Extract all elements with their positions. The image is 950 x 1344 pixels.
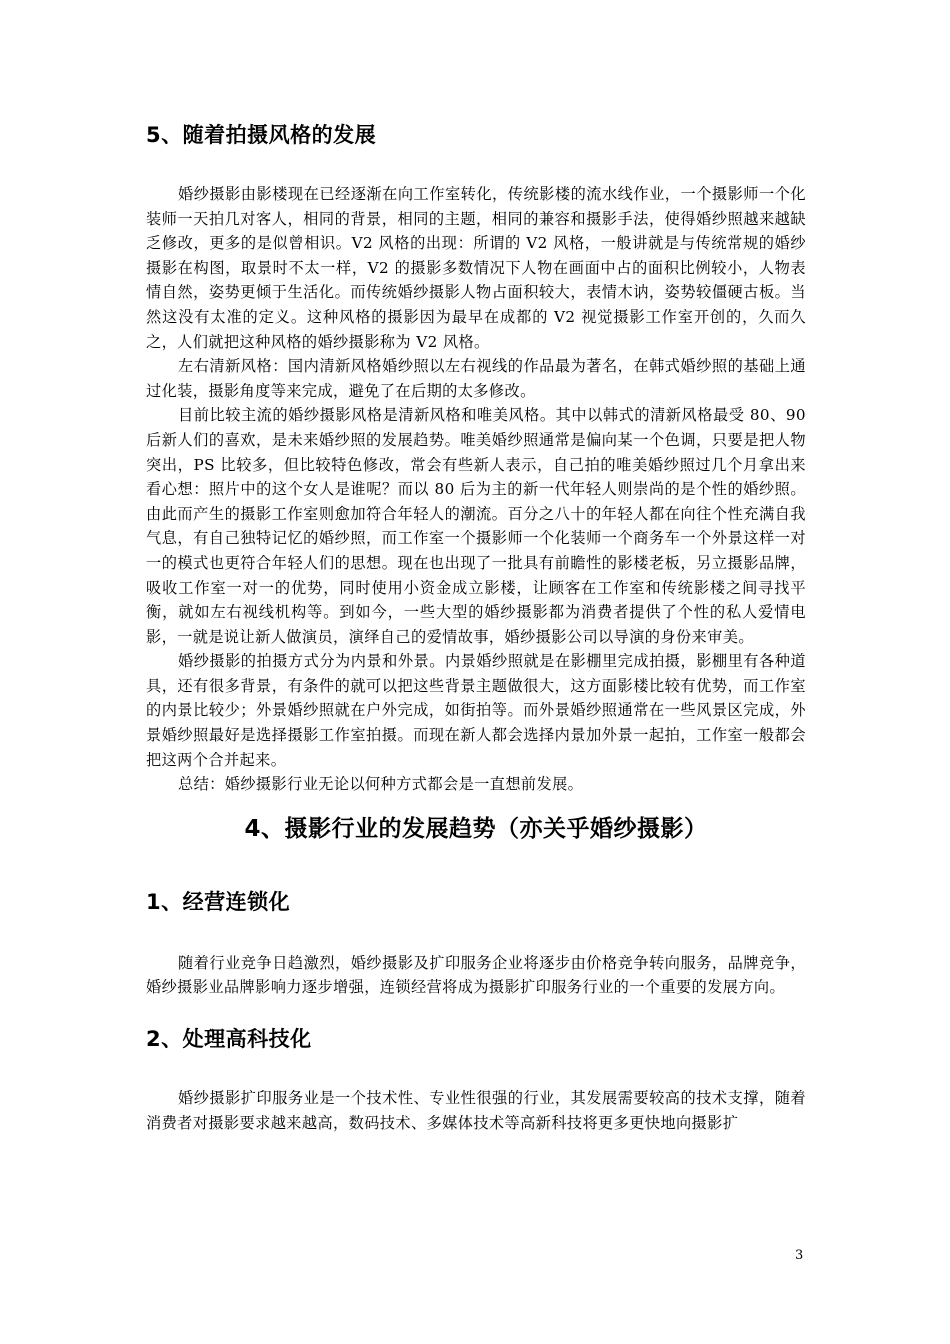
body-paragraph-mainstream-styles: 目前比较主流的婚纱摄影风格是清新风格和唯美风格。其中以韩式的清新风格最受 80、90 后新人们的喜欢，是未来婚纱照的发展趋势。唯美婚纱照通常是偏向某一个色调，只要是把人物突出，PS 比较多，但比较特色修改，常会有些新人表示，自己拍的唯美婚纱照过几个月拿出来看心想：照片中的这个女人是谁呢？而以 80 后为主的新一代年轻人则崇尚的是个性的婚纱照。由此而产生的摄影工作室则愈加符合年轻人的潮流。百分之八十的年轻人都在向往个性充满自我气息，有自己独特记忆的婚纱照，而工作室一个摄影师一个化装师一个商务车一个外景这样一对一的模式也更符合年轻人们的思想。现在也出现了一批具有前瞻性的影楼老板，另立摄影品牌，吸收工作室一对一的优势，同时使用小资金成立影楼，让顾客在工作室和传统影楼之间寻找平衡，就如左右视线机构等。到如今，一些大型的婚纱摄影都为消费者提供了个性的私人爱情电影，一就是说让新人做演员，演绎自己的爱情故事，婚纱摄影公司以导演的身份来审美。 [146, 406, 806, 646]
page-number: 3 [795, 1248, 804, 1263]
spacer [146, 1056, 806, 1086]
spacer [146, 152, 806, 182]
spacer [146, 1000, 806, 1022]
body-paragraph-shooting-methods: 婚纱摄影的拍摄方式分为内景和外景。内景婚纱照就是在影棚里完成拍摄，影棚里有各种道具，还有很多背景，有条件的就可以把这些背景主题做很大，这方面影楼比较有优势，而工作室的内景比较少；外景婚纱照就在户外完成，如街拍等。而外景婚纱照通常在一些风景区完成，外景婚纱照最好是选择摄影工作室拍摄。而现在新人都会选择内景加外景一起拍，工作室一般都会把这两个合并起来。 [146, 652, 806, 769]
spacer [146, 919, 806, 951]
body-paragraph-high-tech: 婚纱摄影扩印服务业是一个技术性、专业性很强的行业，其发展需要较高的技术支撑，随着消费者对摄影要求越来越高，数码技术、多媒体技术等高新科技将更多更快地向摄影扩 [146, 1089, 806, 1132]
subsection-heading-2: 2、处理高科技化 [146, 1027, 312, 1052]
spacer [146, 847, 806, 885]
subsection-heading-1: 1、经营连锁化 [146, 889, 291, 914]
section-heading-5: 5、随着拍摄风格的发展 [146, 123, 377, 147]
body-paragraph-chain-operation: 随着行业竞争日趋激烈，婚纱摄影及扩印服务企业将逐步由价格竞争转向服务，品牌竞争，婚纱摄影业品牌影响力逐步增强，连锁经营将成为摄影扩印服务行业的一个重要的发展方向。 [146, 953, 806, 997]
body-paragraph-v2-style: 婚纱摄影由影楼现在已经逐渐在向工作室转化，传统影楼的流水线作业，一个摄影师一个化装师一天拍几对客人，相同的背景，相同的主题，相同的兼容和摄影手法，使得婚纱照越来越缺乏修改，更多的是似曾相识。V2 风格的出现：所谓的 V2 风格，一般讲就是与传统常规的婚纱摄影在构图，取景时不太一样，V2 的摄影多数情况下人物在画面中占的面积比例较小，人物表情自然，姿势更倾于生活化。而传统婚纱摄影人物占面积较大，表情木讷，姿势较僵硬古板。当然这没有太准的定义。这种风格的摄影因为最早在成都的 V2 视觉摄影工作室开创的，久而久之，人们就把这种风格的婚纱摄影称为 V2 风格。 [146, 185, 806, 351]
body-paragraph-summary: 总结：婚纱摄影行业无论以何种方式都会是一直想前发展。 [178, 775, 584, 794]
page-content [146, 118, 806, 1135]
section-heading-4: 4、摄影行业的发展趋势（亦关乎婚纱摄影） [244, 815, 708, 842]
spacer [146, 797, 806, 811]
body-paragraph-fresh-style: 左右清新风格：国内清新风格婚纱照以左右视线的作品最为著名，在韩式婚纱照的基础上通过化装，摄影角度等来完成，避免了在后期的太多修改。 [146, 357, 806, 400]
